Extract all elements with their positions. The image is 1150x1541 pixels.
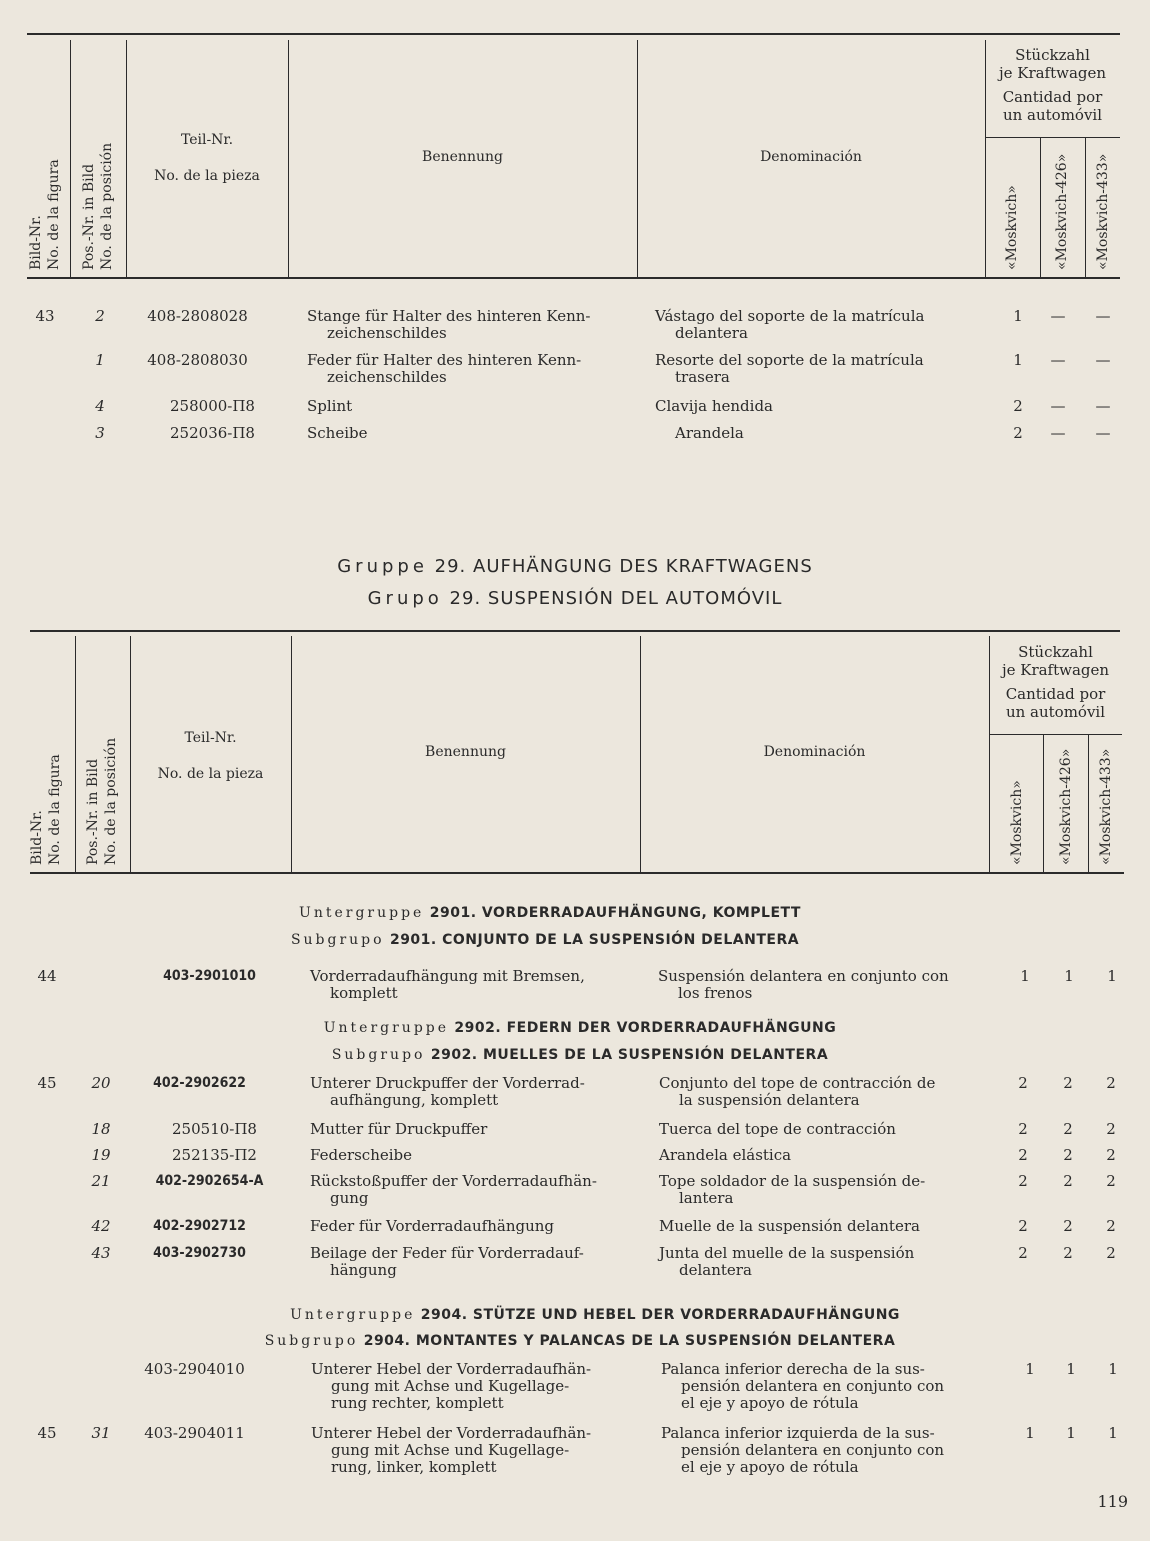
model-moskvich-433: «Moskvich-433» (1098, 748, 1114, 865)
subgroup-2904-de: Untergruppe 2904. STÜTZE UND HEBEL DER VORDERRADAUFHÄNGUNG (290, 1307, 900, 1323)
group-title-de: Gruppe 29. AUFHÄNGUNG DES KRAFTWAGENS (337, 556, 813, 577)
model-moskvich: «Moskvich» (1004, 185, 1020, 270)
pos-col-header: Pos.-Nr. in Bild No. de la posición (81, 142, 115, 270)
pos-col-header: Pos.-Nr. in Bild No. de la posición (85, 737, 119, 865)
subgroup-2901-es: Subgrupo 2901. CONJUNTO DE LA SUSPENSIÓN DELANTERA (290, 932, 800, 948)
model-moskvich-426: «Moskvich-426» (1054, 153, 1070, 270)
model-moskvich-433: «Moskvich-433» (1095, 153, 1111, 270)
qty-col-header: Stückzahl je Kraftwagen Cantidad por un automóvil (998, 46, 1107, 124)
subgroup-2904-es: Subgrupo 2904. MONTANTES Y PALANCAS DE LA SUSPENSIÓN DELANTERA (264, 1333, 896, 1349)
subgroup-2902-de: Untergruppe 2902. FEDERN DER VORDERRADAUFHÄNGUNG (323, 1020, 837, 1036)
part-col-header: Teil-Nr. No. de la pieza (157, 730, 264, 782)
model-moskvich: «Moskvich» (1009, 780, 1025, 865)
de-col-header: Benennung (425, 744, 506, 760)
fig-col-header: Bild-Nr. No. de la figura (28, 159, 62, 270)
fig-col-header: Bild-Nr. No. de la figura (29, 754, 63, 865)
page-number: 119 (1097, 1492, 1128, 1511)
subgroup-2902-es: Subgrupo 2902. MUELLES DE LA SUSPENSIÓN DELANTERA (331, 1047, 829, 1063)
es-col-header: Denominación (760, 149, 862, 165)
qty-col-header: Stückzahl je Kraftwagen Cantidad por un automóvil (1001, 643, 1110, 721)
part-col-header: Teil-Nr. No. de la pieza (154, 132, 260, 184)
group-title-es: Grupo 29. SUSPENSIÓN DEL AUTOMÓVIL (367, 588, 783, 609)
es-col-header: Denominación (763, 744, 866, 760)
de-col-header: Benennung (422, 149, 503, 165)
model-moskvich-426: «Moskvich-426» (1058, 748, 1074, 865)
subgroup-2901-de: Untergruppe 2901. VORDERRADAUFHÄNGUNG, KOMPLETT (299, 905, 801, 921)
